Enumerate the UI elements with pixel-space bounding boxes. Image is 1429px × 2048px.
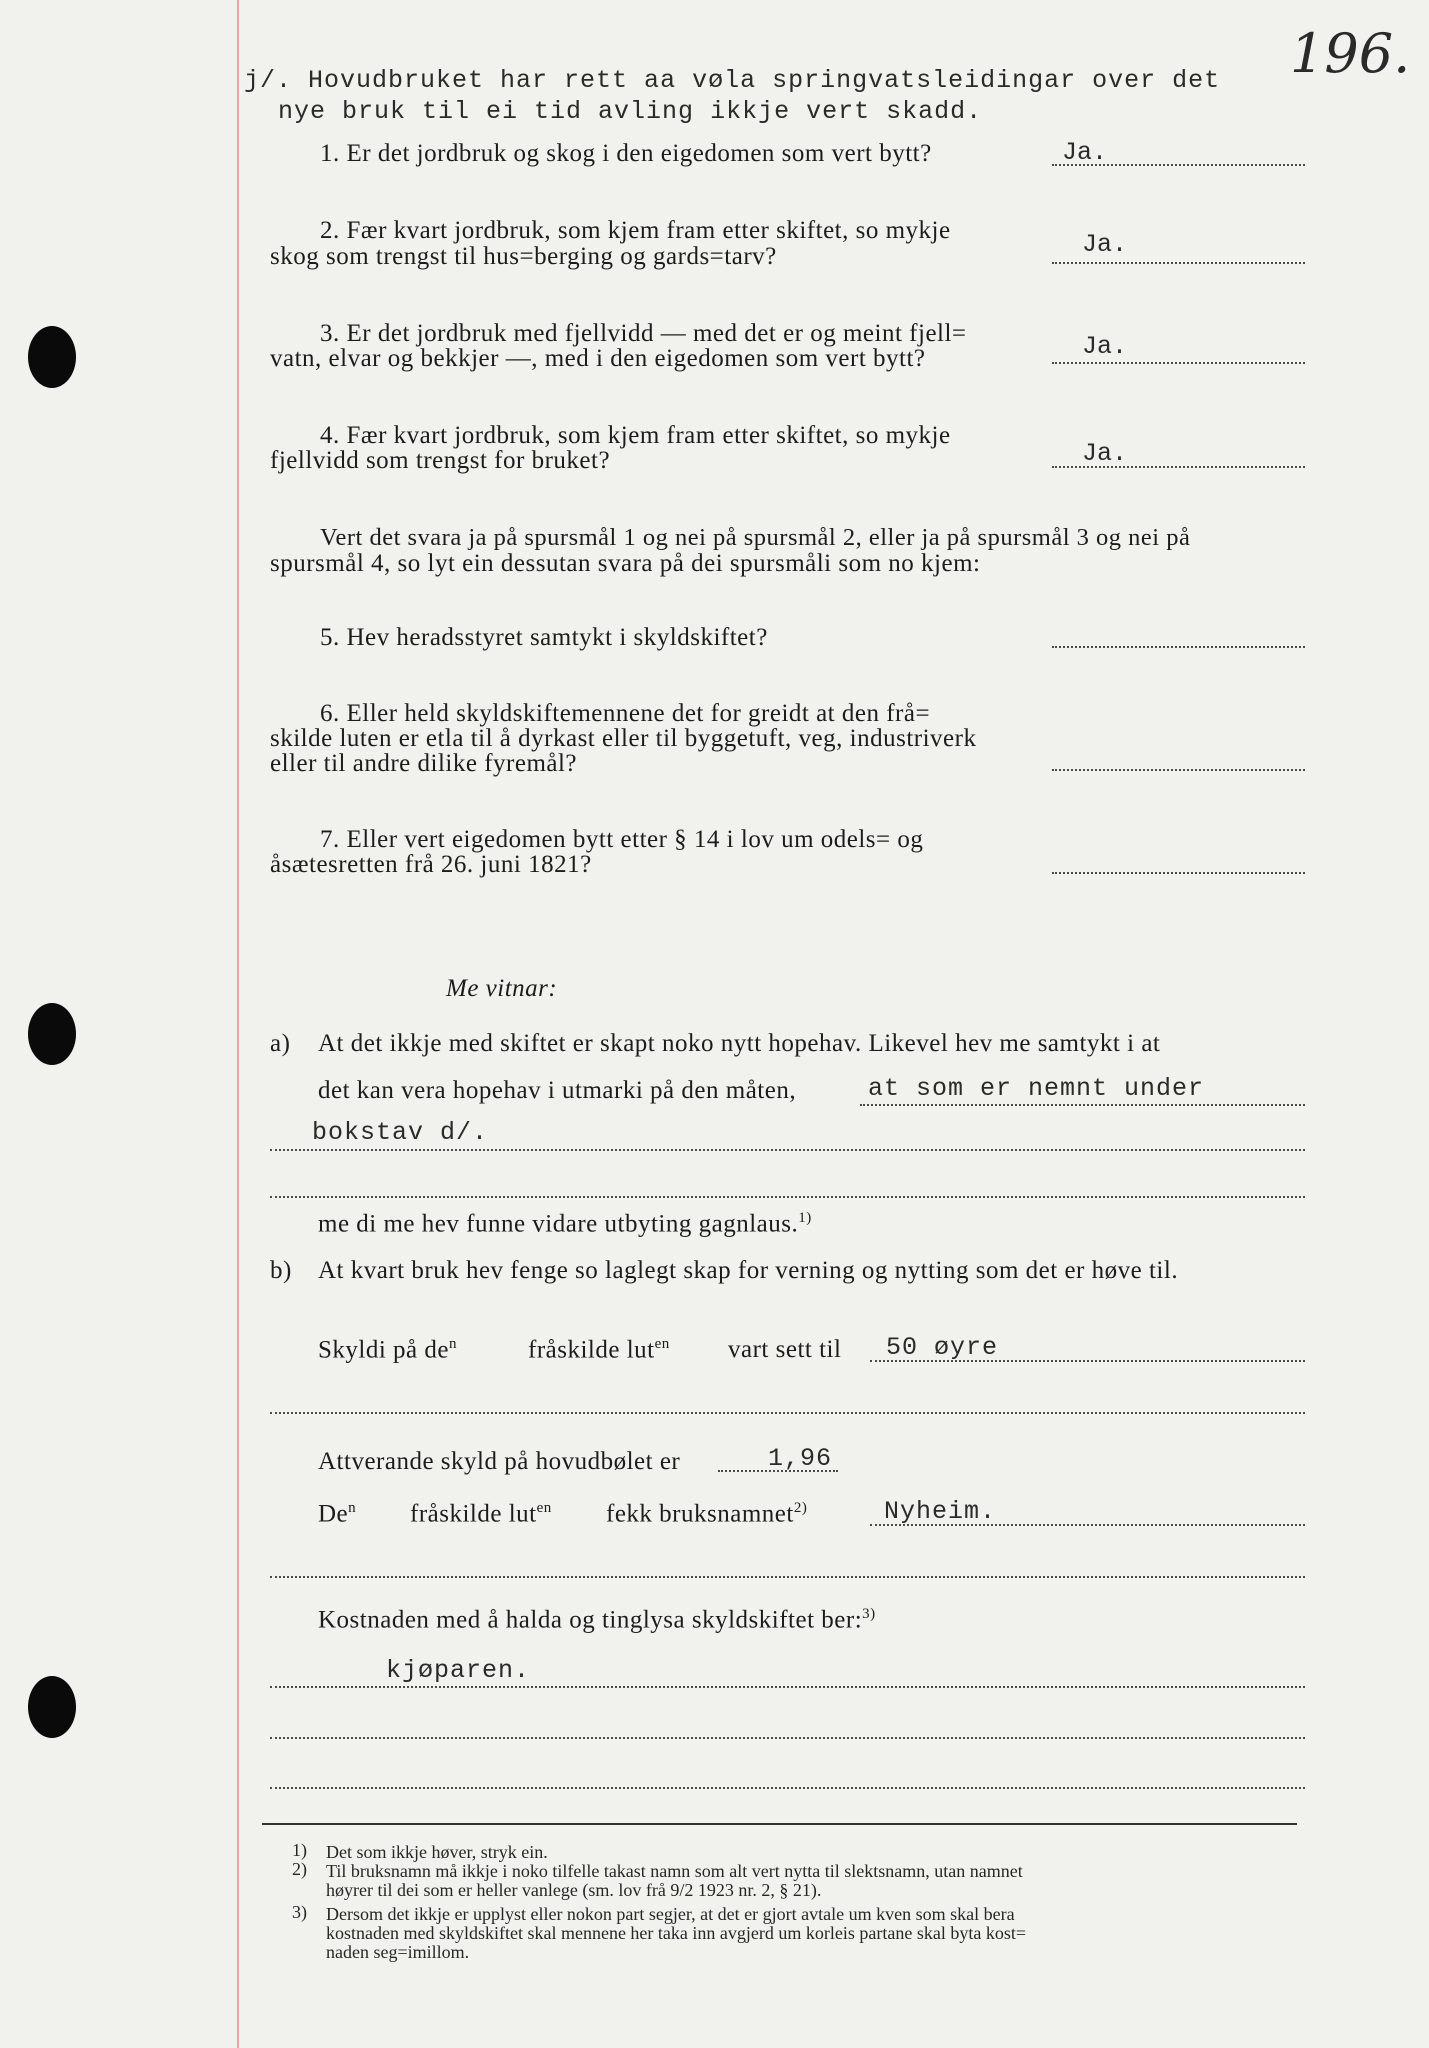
fill-line xyxy=(860,1104,1305,1106)
section-a-label: a) xyxy=(270,1030,291,1057)
fill-line xyxy=(270,1412,1305,1414)
section-b-label: b) xyxy=(270,1257,292,1284)
answer-1: Ja. xyxy=(1062,138,1108,167)
skyld-value: 50 øyre xyxy=(886,1333,999,1362)
question-6-line: skilde luten er etla til å dyrkast eller til byggetuft, veg, industriverk xyxy=(270,725,977,752)
name-suffix xyxy=(606,1500,807,1528)
answer-4: Ja. xyxy=(1082,439,1128,468)
handwritten-page-number: 196. xyxy=(1290,22,1411,85)
fill-line xyxy=(270,1686,1305,1688)
section-b-line: At kvart bruk hev fenge so laglegt skap for verning og nytting som det er høve til. xyxy=(318,1257,1179,1284)
fill-line xyxy=(718,1470,838,1472)
section-a-line xyxy=(318,1210,812,1238)
section-a-line: det kan vera hopehav i utmarki på den måten, xyxy=(318,1077,797,1104)
question-4-line: fjellvidd som trengst for bruket? xyxy=(270,447,611,474)
answer-2: Ja. xyxy=(1082,230,1128,259)
punch-hole xyxy=(28,326,76,388)
question-2-line: skog som trengst til hus=berging og gards=tarv? xyxy=(270,243,777,270)
punch-hole xyxy=(28,1003,76,1065)
question-3-line: 3. Er det jordbruk med fjellvidd — med det er og meint fjell= xyxy=(320,320,967,347)
question-3-line: vatn, elvar og bekkjer —, med i den eigedomen som vert bytt? xyxy=(270,345,926,372)
answer-line xyxy=(1052,164,1305,166)
farm-name-value: Nyheim. xyxy=(884,1497,997,1526)
question-6-line: 6. Eller held skyldskiftemennene det for greidt at den frå= xyxy=(320,700,931,727)
name-middle-sup: en xyxy=(536,1500,552,1516)
fill-line xyxy=(270,1149,1305,1151)
section-a-line: At det ikkje med skiftet er skapt noko nytt hopehav. Likevel hev me samtykt i at xyxy=(318,1030,1161,1057)
footnote-marker: 3) xyxy=(292,1902,307,1922)
footnote-ref: 2) xyxy=(793,1500,808,1516)
footnote-ref: 1) xyxy=(798,1210,812,1226)
question-2-line: 2. Fær kvart jordbruk, som kjem fram etter skiftet, so mykje xyxy=(320,217,951,244)
skyld-middle xyxy=(528,1336,670,1364)
question-1: 1. Er det jordbruk og skog i den eigedomen som vert bytt? xyxy=(320,140,932,167)
footnote-marker: 1) xyxy=(292,1840,307,1860)
cost-label-text: Kostnaden med å halda og tinglysa skyldskiftet ber: xyxy=(318,1606,863,1634)
skyld-suffix: vart sett til xyxy=(728,1336,842,1363)
cost-value: kjøparen. xyxy=(386,1656,531,1685)
skyld-middle-text: fråskilde lut xyxy=(528,1336,655,1364)
fill-line xyxy=(870,1360,1305,1362)
fill-line xyxy=(870,1524,1305,1526)
fill-line xyxy=(270,1737,1305,1739)
remaining-skyld-value: 1,96 xyxy=(768,1444,833,1473)
cost-label xyxy=(318,1606,876,1634)
footnote-divider xyxy=(262,1823,1297,1825)
fill-line xyxy=(270,1787,1305,1789)
margin-rule xyxy=(237,0,239,2048)
footnote-text: Dersom det ikkje er upplyst eller nokon part segjer, at det er gjort avtale um kven som skal bera xyxy=(326,1904,1015,1924)
name-prefix-sup: n xyxy=(348,1500,357,1516)
name-middle xyxy=(410,1500,552,1528)
answer-line xyxy=(1052,646,1305,648)
typed-clause-line: nye bruk til ei tid avling ikkje vert skadd. xyxy=(278,97,983,126)
typed-fill-in: bokstav d/. xyxy=(312,1118,489,1147)
question-5: 5. Hev heradsstyret samtykt i skyldskiftet? xyxy=(320,624,768,651)
footnote-text: Til bruksnamn må ikkje i noko tilfelle takast namn som alt vert nytta til slektsnamn, utan namnet xyxy=(326,1861,1023,1881)
answer-line xyxy=(1052,466,1305,468)
typed-fill-in: at som er nemnt under xyxy=(868,1074,1205,1103)
skyld-label xyxy=(318,1336,457,1364)
footnote-marker: 2) xyxy=(292,1859,307,1879)
fill-line xyxy=(270,1576,1305,1578)
footnote-text: Det som ikkje høver, stryk ein. xyxy=(326,1842,548,1862)
witness-heading: Me vitnar: xyxy=(446,975,558,1002)
question-6-line: eller til andre dilike fyremål? xyxy=(270,750,578,777)
question-4-line: 4. Fær kvart jordbruk, som kjem fram etter skiftet, so mykje xyxy=(320,422,951,449)
footnote-text: kostnaden med skyldskiftet skal mennene her taka inn avgjerd um korleis partane skal byta kost= xyxy=(326,1923,1026,1943)
question-7-line: åsætesretten frå 26. juni 1821? xyxy=(270,851,592,878)
answer-line xyxy=(1052,362,1305,364)
section-a-line-text: me di me hev funne vidare utbyting gagnlaus. xyxy=(318,1210,799,1238)
footnote-text: høyrer til dei som er heller vanlege (sm. lov frå 9/2 1923 nr. 2, § 21). xyxy=(326,1880,822,1900)
answer-line xyxy=(1052,262,1305,264)
footnote-text: naden seg=imillom. xyxy=(326,1942,470,1962)
instruction-line: Vert det svara ja på spursmål 1 og nei på spursmål 2, eller ja på spursmål 3 og nei på xyxy=(320,524,1191,551)
name-prefix-text: De xyxy=(318,1500,349,1528)
typed-clause-line: j/. Hovudbruket har rett aa vøla springvatsleidingar over det xyxy=(244,66,1221,95)
footnote-ref: 3) xyxy=(862,1606,876,1622)
name-suffix-text: fekk bruksnamnet xyxy=(606,1500,794,1528)
answer-line xyxy=(1052,872,1305,874)
instruction-line: spursmål 4, so lyt ein dessutan svara på dei spursmåli som no kjem: xyxy=(270,550,981,577)
punch-hole xyxy=(28,1676,76,1738)
name-middle-text: fråskilde lut xyxy=(410,1500,537,1528)
skyld-prefix-sup: n xyxy=(449,1336,457,1352)
name-prefix xyxy=(318,1500,356,1528)
fill-line xyxy=(270,1196,1305,1198)
answer-3: Ja. xyxy=(1082,332,1128,361)
skyld-prefix: Skyldi på de xyxy=(318,1336,449,1364)
question-7-line: 7. Eller vert eigedomen bytt etter § 14 i lov um odels= og xyxy=(320,826,924,853)
skyld-middle-sup: en xyxy=(654,1336,670,1352)
answer-line xyxy=(1052,769,1305,771)
remaining-skyld-label: Attverande skyld på hovudbølet er xyxy=(318,1448,681,1475)
